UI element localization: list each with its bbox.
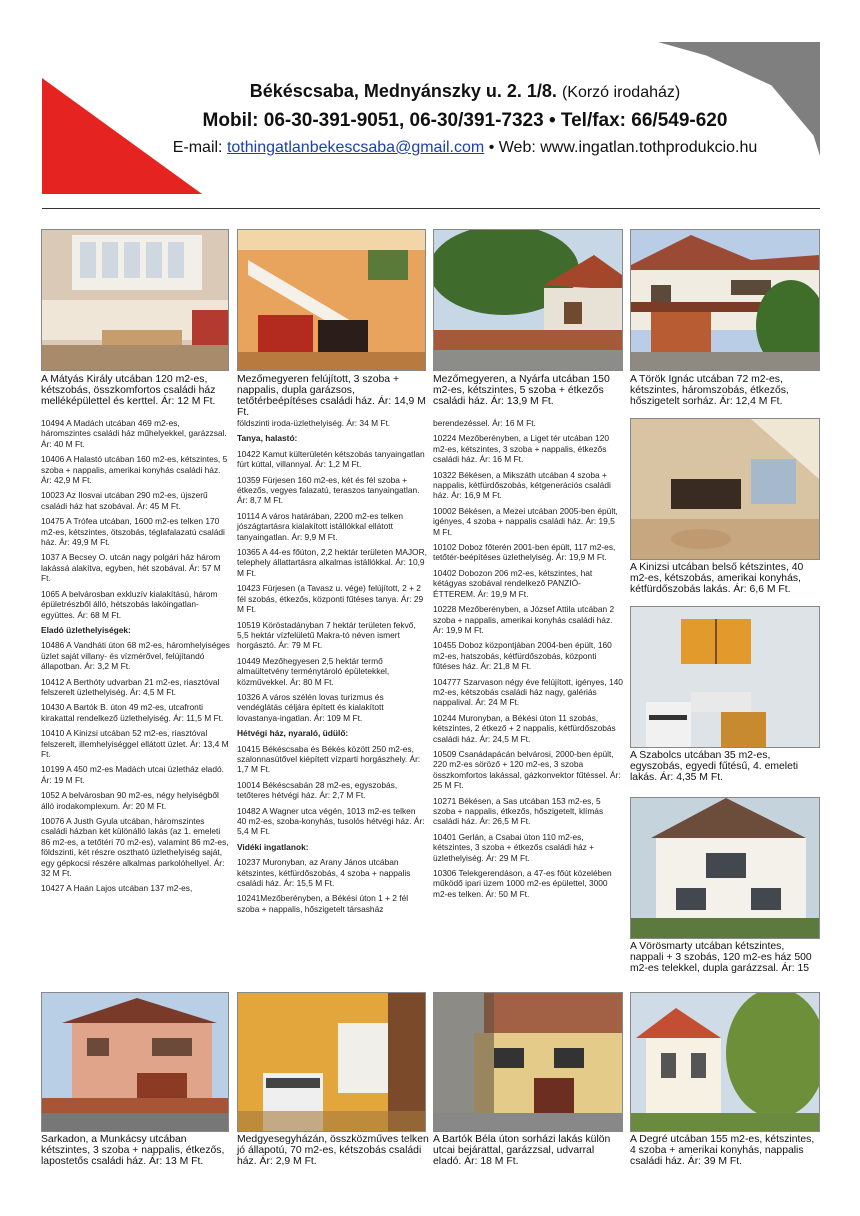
- listing-item: 10224 Mezőberényben, a Liget tér utcában 120 m2-es, kétszintes, 3 szoba + nappalis, étkezős családi ház. Ár: 16 M Ft.: [433, 433, 610, 465]
- bottom-caption-1: Sarkadon, a Munkácsy utcában kétszintes, 3 szoba + nappalis, étkezős, lapostetős családi ház. Ár: 13 M Ft.: [41, 1134, 225, 1167]
- listing-item: 10076 A Justh Gyula utcában, háromszintes családi házban két különálló lakás (az 1. emeleti 86 m2-es, a tetőtéri 70 m2-es), valamint 86 m2-es, földszinti, két részre osztható üzlethelyiség saját, egy gépkocsi részére alkalmas parkolóhellyel. Ár: 32 M Ft.: [41, 816, 229, 879]
- section-heading: Vidéki ingatlanok:: [237, 841, 309, 852]
- listing-item: 10359 Fürjesen 160 m2-es, két és fél szoba + étkezős, vegyes falazatú, teraszos tanyaingatlan. Ár: 8,7 M Ft.: [237, 474, 420, 506]
- listing-item: 10423 Fürjesen (a Tavasz u. vége) felújított, 2 + 2 fél szobás, étkezős, központi fűtéses tanya. Ár: 29 M Ft.: [237, 583, 424, 615]
- listing-item: berendezéssel. Ár: 16 M Ft.: [433, 418, 536, 428]
- listing-item: 10306 Telekgerendáson, a 47-es főút közelében működő ipari üzem 1000 m2-es épülettel, 3000 m2-es telken. Ár: 50 M Ft.: [433, 868, 612, 899]
- listing-item: 10406 A Halastó utcában 160 m2-es, kétszintes, 5 szoba + nappalis, amerikai konyhás családi ház. Ár: 42,9 M Ft.: [41, 454, 228, 486]
- listing-item: 10237 Muronyban, az Arany János utcában kétszintes, kétfürdőszobás, 4 szoba + nappalis családi ház. Ár: 15,5 M Ft.: [237, 857, 411, 889]
- listing-item: 10519 Köröstadányban 7 hektár területen fekvő, 5,5 hektár vízfelületű Makra-tó néven ismert horgásztó. Ár: 79 M Ft.: [237, 619, 416, 651]
- listing-item: 104777 Szarvason négy éve felújított, igényes, 140 m2-es, kétszobás családi ház nagy, galériás nappalival. Ár: 24 M Ft.: [433, 676, 623, 708]
- photo-house-torok: [630, 229, 820, 371]
- photo-bartok-rowhouse: [433, 992, 623, 1132]
- listing-item: 10023 Az Ilosvai utcában 290 m2-es, újszerű családi ház hat szobával. Ár: 45 M Ft.: [41, 490, 208, 511]
- listing-column-2: [237, 418, 427, 919]
- email-link[interactable]: tothingatlanbekescsaba@gmail.com: [226, 139, 485, 156]
- listing-item: 10455 Doboz központjában 2004-ben épült, 160 m2-es, hatszobás, kétfürdőszobás, központi fűtéses ház. Ár: 21,8 M Ft.: [433, 640, 612, 672]
- photo-vorosmarty-house: [630, 797, 820, 939]
- listing-item: 10449 Mezőhegyesen 2,5 hektár termő almaültetvény terménytároló épületekkel, közművekkel. Ár: 80 M Ft.: [237, 655, 390, 687]
- phone-line: Mobil: 06-30-391-9051, 06-30/391-7323 • Tel/fax: 66/549-620: [202, 110, 728, 131]
- listing-item: 10430 A Bartók B. úton 49 m2-es, utcafronti kirakattal rendelkező üzlethelyiség. Ár: 11,5 M Ft.: [41, 702, 224, 723]
- listing-item: 10509 Csanádapácán belvárosi, 2000-ben épült, 220 m2-es söröző + 120 m2-es, 3 szoba összkomfortos lakással, gázkonvektor fűtéssel. Ár: 25 M Ft.: [433, 748, 621, 791]
- listing-item: 10322 Békésen, a Mikszáth utcában 4 szoba + nappalis, kétfürdőszobás, kétgenerációs családi ház. Ár: 16,9 M Ft.: [433, 469, 611, 501]
- top-caption-1: A Mátyás Király utcában 120 m2-es, kétszobás, összkomfortos családi ház melléképülettel és kerttel. Ár: 12 M Ft.: [41, 374, 216, 407]
- photo-living-room: [237, 229, 426, 371]
- bottom-caption-3: A Bartók Béla úton sorházi lakás külön utcai bejárattal, garázzsal, udvarral eladó. Ár: 18 M Ft.: [433, 1134, 611, 1167]
- listing-column-3: [433, 418, 623, 904]
- photo-kinizsi-interior: [630, 418, 820, 560]
- listing-item: 10102 Doboz főterén 2001-ben épült, 117 m2-es, tetőtér-beépítéses üzlethelyiség. Ár: 19,9 M Ft.: [433, 542, 616, 563]
- listing-item: 10427 A Haán Lajos utcában 137 m2-es,: [41, 883, 193, 894]
- top-caption-4: A Török Ignác utcában 72 m2-es, kétszintes, háromszobás, étkezős, hőszigetelt sorház. Ár: 12,4 M Ft.: [630, 374, 789, 407]
- listing-item: 10422 Kamut külterületén kétszobás tanyaingatlan fúrt kúttal, villannyal. Ár: 1,2 M Ft.: [237, 448, 425, 470]
- listing-item: 10114 A város határában, 2200 m2-es telken jószágtartásra kialakított istállókkal ellátott tanyaingatlan. Ár: 9,9 M Ft.: [237, 510, 404, 542]
- listing-item: 10486 A Vandháti úton 68 m2-es, háromhelyiséges üzlet saját villany- és vízmérővel, felújítandó állapotban. Ár: 3,2 M Ft.: [41, 640, 230, 672]
- listing-item: 10365 A 44-es főúton, 2,2 hektár területen MAJOR, telephely állattartásra alkalmas istállókkal. Ár: 10,9 M Ft.: [237, 547, 427, 578]
- section-heading: Tanya, halastó:: [237, 433, 298, 444]
- listing-item: 10271 Békésen, a Sas utcában 153 m2-es, 5 szoba + nappalis, étkezős, hőszigetelt, klímás családi ház. Ár: 26,5 M Ft.: [433, 795, 604, 827]
- agency-header: [150, 78, 780, 160]
- photo-szabolcs-kitchen: [630, 606, 820, 748]
- listing-item: 10410 A Kinizsi utcában 52 m2-es, riasztóval felszerelt, illemhelyiséggel ellátott üzlet. Ár: 13,4 M Ft.: [41, 728, 229, 759]
- listing-column-1: [41, 418, 231, 899]
- photo-kitchen: [41, 229, 229, 371]
- listing-item: 10401 Gerlán, a Csabai úton 110 m2-es, kétszintes, 3 szoba + étkezős családi ház + üzlethelyiség. Ár: 29 M Ft.: [433, 831, 595, 863]
- bottom-caption-4: A Degré utcában 155 m2-es, kétszintes, 4 szoba + amerikai konyhás, nappalis családi ház. Ár: 39 M Ft.: [630, 1134, 815, 1167]
- listing-item: 1052 A belvárosban 90 m2-es, négy helyiségből álló irodakomplexum. Ár: 20 M Ft.: [41, 790, 219, 811]
- listing-item: 10475 A Trófea utcában, 1600 m2-es telken 170 m2-es, kétszintes, ötszobás, téglafalazatú családi ház. Ár: 49,9 M Ft.: [41, 516, 225, 548]
- listing-item: 10244 Muronyban, a Békési úton 11 szobás, kétszintes, 2 étkező + 2 nappalis, kétfürdőszobás családi ház. Ár: 24,5 M Ft.: [433, 712, 616, 744]
- contact-line: E-mail: tothingatlanbekescsaba@gmail.com • Web: www.ingatlan.tothprodukcio.hu: [172, 139, 758, 156]
- listing-item: 10241Mezőberényben, a Békési úton 1 + 2 fél szoba + nappalis, hőszigetelt társasház: [237, 893, 409, 914]
- listing-item: földszinti iroda-üzlethelyiség. Ár: 34 M Ft.: [237, 418, 391, 428]
- listing-item: 10002 Békésen, a Mezei utcában 2005-ben épült, igényes, 4 szoba + nappalis családi ház. Ár: 19,5 M Ft.: [433, 505, 618, 537]
- photo-medgyesegyhaza-interior: [237, 992, 426, 1132]
- header-divider: [42, 208, 820, 209]
- listing-item: 10412 A Berthóty udvarban 21 m2-es, riasztóval felszerelt üzlethelyiség. Ár: 4,5 M Ft.: [41, 676, 220, 697]
- listing-item: 10494 A Madách utcában 469 m2-es, háromszintes családi ház műhelyekkel, garázzsal. Ár: 40 M Ft.: [41, 418, 227, 449]
- listing-item: 10402 Dobozon 206 m2-es, kétszintes, hat kétágyas szobával rendelkező PANZIÓ-ÉTTEREM. Ár: 19,9 M Ft.: [433, 567, 593, 599]
- listing-item: 10199 A 450 m2-es Madách utcai üzletház eladó. Ár: 19 M Ft.: [41, 764, 224, 785]
- top-caption-2: Mezőmegyeren felújított, 3 szoba + nappalis, dupla garázsos, tetőtérbeépítéses családi ház. Ár: 14,9 M Ft.: [237, 374, 426, 418]
- photo-degre-house: [630, 992, 820, 1132]
- listing-item: 10482 A Wagner utca végén, 1013 m2-es telken 40 m2-es, szoba-konyhás, tusolós hétvégi ház. Ár: 5,4 M Ft.: [237, 805, 425, 837]
- side-caption-2: A Szabolcs utcában 35 m2-es, egyszobás, egyedi fűtésű, 4. emeleti lakás. Ár: 4,35 M Ft.: [630, 750, 799, 783]
- listing-item: 1065 A belvárosban exkluzív kialakítású, három épületrészből álló, hétszobás lakóingatlan-együttes. Ár: 68 M Ft.: [41, 588, 218, 620]
- side-caption-3: A Vörösmarty utcában kétszintes, nappali + 3 szobás, 120 m2-es ház 500 m2-es telekkel, dupla garázzsal. Ár: 15: [630, 941, 812, 974]
- address-line: Békéscsaba, Mednyánszky u. 2. 1/8. (Korzó irodaház): [249, 81, 681, 101]
- section-heading: Hétvégi ház, nyaraló, üdülő:: [237, 728, 349, 739]
- photo-house-nyarfa: [433, 229, 623, 371]
- listing-item: 10326 A város szélén lovas turizmus és vendéglátás céljára épített és kialakított lovastanya-ingatlan. Ár: 109 M Ft.: [237, 691, 384, 723]
- top-caption-3: Mezőmegyeren, a Nyárfa utcában 150 m2-es, kétszintes, 5 szoba + étkezős családi ház. Ár: 13,9 M Ft.: [433, 374, 610, 407]
- photo-sarkad-house: [41, 992, 229, 1132]
- listing-item: 1037 A Becsey O. utcán nagy polgári ház három lakássá alakítva, egyben, hét szobával. Ár: 57 M Ft.: [41, 552, 221, 584]
- listing-item: 10415 Békéscsaba és Békés között 250 m2-es, szalonnasütővel kiépített vízparti horgászhely. Ár: 1,7 M Ft.: [237, 743, 421, 775]
- listing-item: 10014 Békéscsabán 28 m2-es, egyszobás, tetőteres hétvégi ház. Ár: 2,7 M Ft.: [237, 779, 398, 801]
- section-heading: Eladó üzlethelyiségek:: [41, 624, 131, 635]
- bottom-caption-2: Medgyesegyházán, összközműves telken jó állapotú, 70 m2-es, kétszobás családi ház. Ár: 2,9 M Ft.: [237, 1134, 429, 1167]
- listing-item: 10228 Mezőberényben, a József Attila utcában 2 szoba + nappalis, amerikai konyhás családi ház. Ár: 19,9 M Ft.: [433, 604, 615, 635]
- side-caption-1: A Kinizsi utcában belső kétszintes, 40 m2-es, kétszobás, amerikai konyhás, kétfürdőszobás lakás. Ár: 6,6 M Ft.: [630, 562, 804, 595]
